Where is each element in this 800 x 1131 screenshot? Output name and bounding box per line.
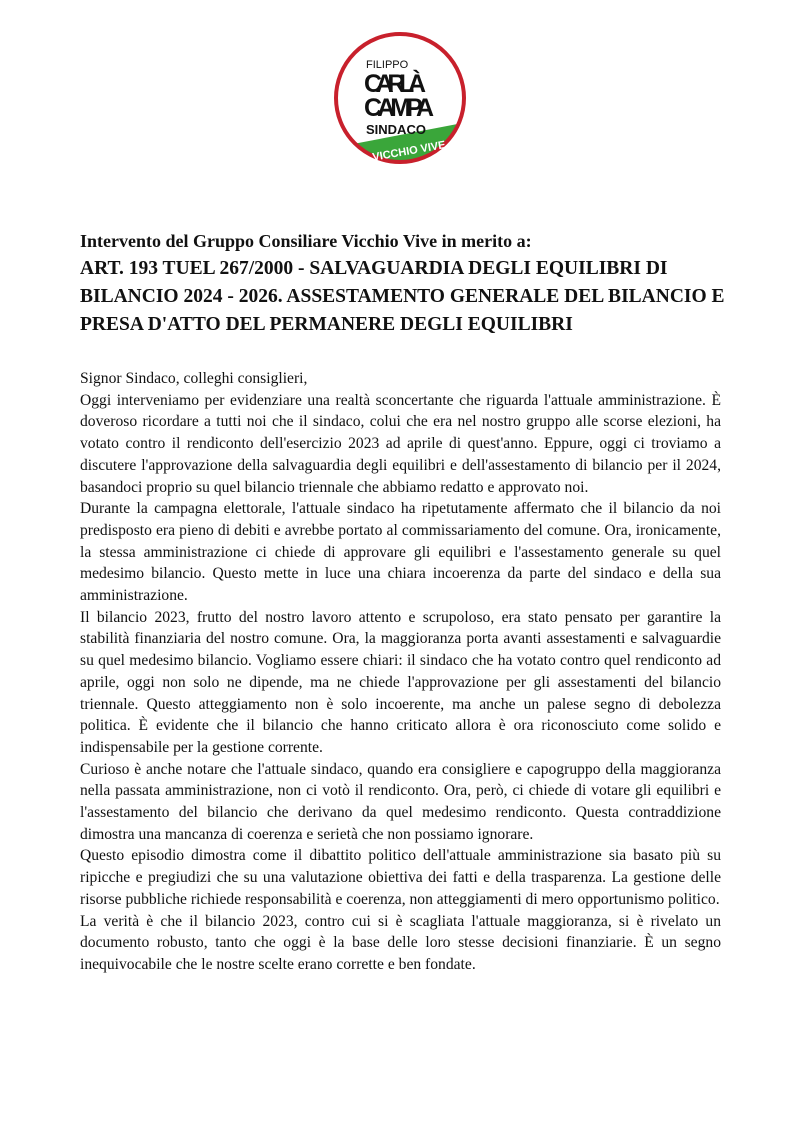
svg-text:CAMPA: CAMPA xyxy=(364,94,434,122)
heading-title: ART. 193 TUEL 267/2000 - SALVAGUARDIA DEGLI EQUILIBRI DI BILANCIO 2024 - 2026. ASSESTAMENTO GENERALE DEL BILANCIO E PRESA D'ATTO DEL PERMANERE DEGLI EQUILIBRI xyxy=(80,258,725,335)
heading-intro: Intervento del Gruppo Consiliare Vicchio Vive in merito a: xyxy=(80,231,532,251)
paragraph: Durante la campagna elettorale, l'attuale sindaco ha ripetutamente affermato che il bilancio da noi predisposto era pieno di debiti e avrebbe portato al commissariamento del comune. Ora, ironicamente, la stessa amministrazione ci chiede di approvare gli equilibri e l'assestamento generale su quel medesimo bilancio. Questo mette in luce una chiara incoerenza da parte del sindaco e della sua amministrazione. xyxy=(80,500,721,605)
document-body xyxy=(80,368,721,976)
paragraph: Signor Sindaco, colleghi consiglieri, xyxy=(80,370,308,387)
document-heading xyxy=(80,227,740,339)
paragraph: La verità è che il bilancio 2023, contro cui si è scagliata l'attuale maggioranza, si è rivelato un documento robusto, tanto che oggi è la base delle loro stesse decisioni finanziarie. È un segno inequivocabile che le nostre scelte erano corrette e ben fondate. xyxy=(80,912,721,973)
svg-text:FILIPPO: FILIPPO xyxy=(366,59,409,71)
paragraph: Oggi interveniamo per evidenziare una realtà sconcertante che riguarda l'attuale amministrazione. È doveroso ricordare a tutti noi che il sindaco, colui che era nel nostro gruppo alle scorse elezioni, ha votato contro il rendiconto dell'esercizio 2023 ad aprile di quest'anno. Eppure, oggi ci troviamo a discutere l'approvazione della salvaguardia degli equilibri e dell'assestamento di bilancio per il 2024, basandoci proprio su quel bilancio triennale che abbiamo redatto e approvato noi. xyxy=(80,391,721,496)
paragraph: Il bilancio 2023, frutto del nostro lavoro attento e scrupoloso, era stato pensato per garantire la stabilità finanziaria del nostro comune. Ora, la maggioranza porta avanti assestamenti e salvaguardie su quel medesimo bilancio. Vogliamo essere chiari: il sindaco che ha votato contro quel rendiconto ad aprile, oggi non solo ne dipende, ma ne chiede l'approvazione per gli assestamenti del bilancio triennale. Questo atteggiamento non è solo incoerente, ma anche un palese segno di debolezza politica. È evidente che il bilancio che hanno criticato allora è ora riconosciuto come solido e indispensabile per la gestione corrente. xyxy=(80,608,721,756)
campaign-logo xyxy=(332,30,468,166)
paragraph: Curioso è anche notare che l'attuale sindaco, quando era consigliere e capogruppo della maggioranza nella passata amministrazione, non ci votò il rendiconto. Ora, però, ci chiede di votare gli equilibri e l'assestamento del bilancio che derivano da quel medesimo rendiconto. Questa contraddizione dimostra una mancanza di coerenza e serietà che non possiamo ignorare. xyxy=(80,760,721,843)
svg-text:SINDACO: SINDACO xyxy=(366,122,426,137)
paragraph: Questo episodio dimostra come il dibattito politico dell'attuale amministrazione sia basato più su ripicche e pregiudizi che su una valutazione obiettiva dei fatti e della trasparenza. La gestione delle risorse pubbliche richiede responsabilità e coerenza, non atteggiamenti di mero opportunismo politico. xyxy=(80,847,721,908)
svg-text:VICCHIO VIVE: VICCHIO VIVE xyxy=(371,139,447,164)
svg-text:CARLÀ: CARLÀ xyxy=(364,70,426,98)
